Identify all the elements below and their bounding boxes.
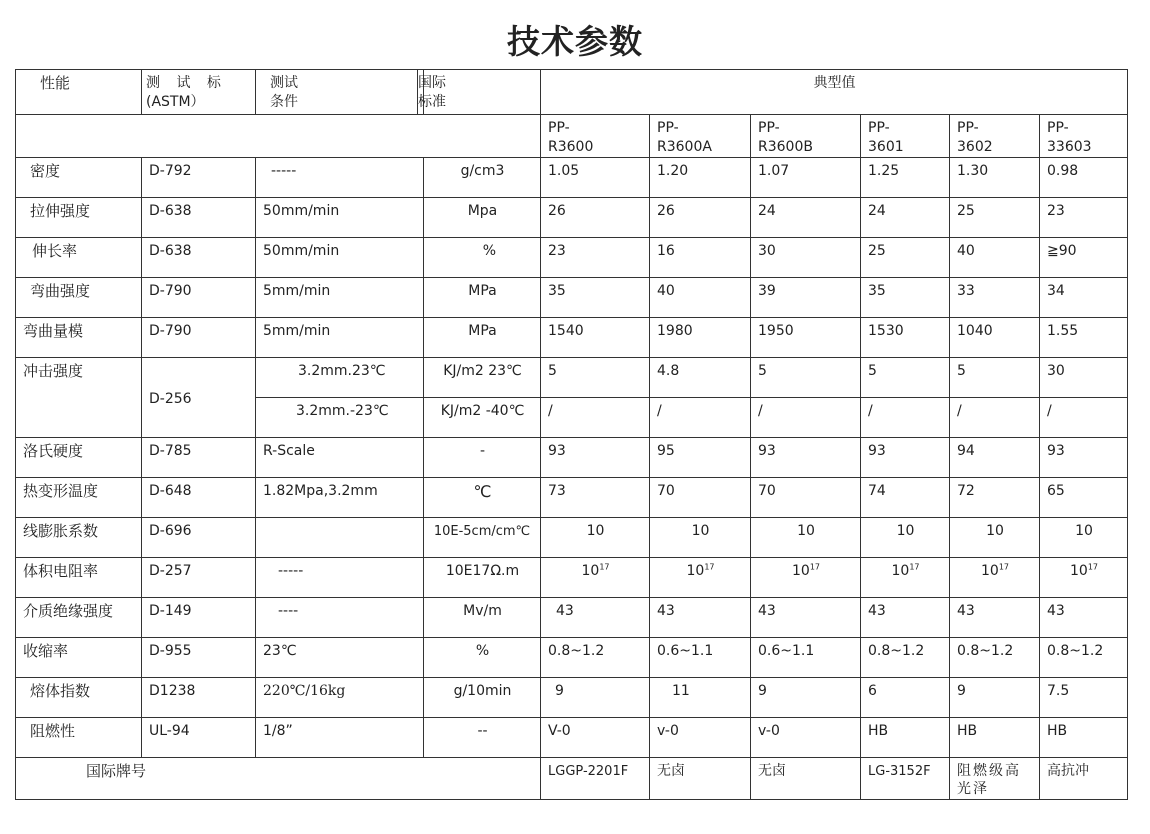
value-cell: 16 — [650, 238, 751, 278]
product-name: PP- R3600 — [541, 115, 650, 158]
value-cell: / — [950, 398, 1040, 438]
value-cell: $10^{17}$ — [1040, 558, 1128, 598]
value-cell: 10 — [861, 518, 950, 558]
property-label: 弯曲强度 — [16, 278, 142, 318]
value-cell: 30 — [1040, 358, 1128, 398]
value-cell: / — [650, 398, 751, 438]
unit: g/cm3 — [424, 158, 541, 198]
test-standard: D-792 — [142, 158, 256, 198]
value-cell: 24 — [751, 198, 861, 238]
unit: % — [424, 638, 541, 678]
test-standard: D-648 — [142, 478, 256, 518]
value-cell: 10 — [751, 518, 861, 558]
value-cell: v-0 — [751, 718, 861, 758]
value-cell: 10 — [950, 518, 1040, 558]
test-standard: D-785 — [142, 438, 256, 478]
header-intl-line2: 标准 — [418, 94, 446, 110]
header-typical-value: 典型值 — [541, 70, 1128, 115]
test-condition: 3.2mm.23℃ — [256, 358, 424, 398]
value-cell: 35 — [541, 278, 650, 318]
unit: KJ/m2 23℃ — [424, 358, 541, 398]
value-cell: $10^{17}$ — [541, 558, 650, 598]
value-cell: 33 — [950, 278, 1040, 318]
property-label: 熔体指数 — [16, 678, 142, 718]
test-condition: 1.82Mpa,3.2mm — [256, 478, 424, 518]
value-cell: $10^{17}$ — [950, 558, 1040, 598]
header-intl-line1: 国际 — [418, 75, 446, 91]
value-cell: 26 — [650, 198, 751, 238]
test-standard: D-790 — [142, 318, 256, 358]
test-standard: D-149 — [142, 598, 256, 638]
value-cell: / — [1040, 398, 1128, 438]
header-property: 性能 — [16, 70, 142, 115]
table-row — [16, 678, 1128, 718]
table-row — [16, 198, 1128, 238]
header-row — [16, 70, 1128, 115]
test-condition: 1/8” — [256, 718, 424, 758]
header-condition-line1: 测试 — [270, 75, 298, 91]
value-cell: 5 — [751, 358, 861, 398]
value-cell: 1980 — [650, 318, 751, 358]
value-cell: 0.6~1.1 — [751, 638, 861, 678]
value-cell: 73 — [541, 478, 650, 518]
unit: 10E-5cm/cm℃ — [424, 518, 541, 558]
table-row — [16, 598, 1128, 638]
unit: Mv/m — [424, 598, 541, 638]
value-cell: 10 — [1040, 518, 1128, 558]
value-cell: 1.55 — [1040, 318, 1128, 358]
value-cell: $10^{17}$ — [650, 558, 751, 598]
value-cell: 5 — [541, 358, 650, 398]
value-cell: 43 — [1040, 598, 1128, 638]
property-label: 介质绝缘强度 — [16, 598, 142, 638]
test-standard: D-790 — [142, 278, 256, 318]
test-standard: D-638 — [142, 238, 256, 278]
value-cell: HB — [861, 718, 950, 758]
value-cell: 34 — [1040, 278, 1128, 318]
value-cell: HB — [1040, 718, 1128, 758]
brand-cell: LGGP-2201F — [541, 758, 650, 800]
brand-cell: 阻燃级高光泽 — [950, 758, 1040, 800]
unit: -- — [424, 718, 541, 758]
value-cell: 1530 — [861, 318, 950, 358]
value-cell: 23 — [1040, 198, 1128, 238]
property-label: 线膨胀系数 — [16, 518, 142, 558]
brand-cell: LG-3152F — [861, 758, 950, 800]
unit: Mpa — [424, 198, 541, 238]
value-cell: 25 — [861, 238, 950, 278]
value-cell: 40 — [950, 238, 1040, 278]
value-cell: 39 — [751, 278, 861, 318]
brand-cell: 高抗冲 — [1040, 758, 1128, 800]
unit: KJ/m2 -40℃ — [424, 398, 541, 438]
value-cell: / — [751, 398, 861, 438]
value-cell: 65 — [1040, 478, 1128, 518]
test-standard: D-638 — [142, 198, 256, 238]
test-standard: D-696 — [142, 518, 256, 558]
product-name: PP- R3600B — [751, 115, 861, 158]
value-cell: / — [541, 398, 650, 438]
value-cell: 0.8~1.2 — [541, 638, 650, 678]
value-cell: 1.25 — [861, 158, 950, 198]
value-cell: 5 — [861, 358, 950, 398]
test-condition: 5mm/min — [256, 318, 424, 358]
test-condition: 50mm/min — [256, 238, 424, 278]
value-cell: V-0 — [541, 718, 650, 758]
unit: MPa — [424, 318, 541, 358]
brand-cell: 无卤 — [650, 758, 751, 800]
value-cell: 43 — [751, 598, 861, 638]
value-cell: 94 — [950, 438, 1040, 478]
value-cell: 4.8 — [650, 358, 751, 398]
header-intl-standard — [418, 70, 541, 115]
table-row — [16, 518, 1128, 558]
value-cell: 93 — [1040, 438, 1128, 478]
product-name: PP- 33603 — [1040, 115, 1128, 158]
product-row-blank — [16, 115, 541, 158]
value-cell: 1540 — [541, 318, 650, 358]
value-cell: 74 — [861, 478, 950, 518]
test-condition: 5mm/min — [256, 278, 424, 318]
value-cell: 93 — [861, 438, 950, 478]
property-label: 拉伸强度 — [16, 198, 142, 238]
table-row — [16, 278, 1128, 318]
unit: g/10min — [424, 678, 541, 718]
value-cell: $10^{17}$ — [861, 558, 950, 598]
value-cell: 1.07 — [751, 158, 861, 198]
value-cell: HB — [950, 718, 1040, 758]
table-row — [16, 438, 1128, 478]
unit: - — [424, 438, 541, 478]
value-cell: 23 — [541, 238, 650, 278]
property-label: 收缩率 — [16, 638, 142, 678]
test-condition: 220℃/16kg — [256, 678, 424, 718]
unit: ℃ — [424, 478, 541, 518]
header-test-standard-line2: (ASTM） — [146, 94, 205, 110]
value-cell: 43 — [541, 598, 650, 638]
test-condition — [256, 518, 424, 558]
value-cell: 0.98 — [1040, 158, 1128, 198]
value-cell: 9 — [950, 678, 1040, 718]
value-cell: 1040 — [950, 318, 1040, 358]
value-cell: $10^{17}$ — [751, 558, 861, 598]
spec-table — [15, 69, 1128, 800]
unit: % — [424, 238, 541, 278]
value-cell: 1.20 — [650, 158, 751, 198]
value-cell: v-0 — [650, 718, 751, 758]
test-condition: R-Scale — [256, 438, 424, 478]
test-condition: 50mm/min — [256, 198, 424, 238]
table-row — [16, 238, 1128, 278]
product-name: PP- 3602 — [950, 115, 1040, 158]
property-label: 伸长率 — [16, 238, 142, 278]
header-test-standard — [142, 70, 256, 115]
product-row — [16, 115, 1128, 158]
brand-cell: 无卤 — [751, 758, 861, 800]
value-cell: 35 — [861, 278, 950, 318]
brand-label: 国际牌号 — [16, 758, 541, 800]
table-row — [16, 558, 1128, 598]
value-cell: 7.5 — [1040, 678, 1128, 718]
property-label: 阻燃性 — [16, 718, 142, 758]
value-cell: 43 — [861, 598, 950, 638]
value-cell: 95 — [650, 438, 751, 478]
value-cell: 30 — [751, 238, 861, 278]
test-standard: D-257 — [142, 558, 256, 598]
value-cell: 72 — [950, 478, 1040, 518]
value-cell: 10 — [541, 518, 650, 558]
header-condition-line2: 条件 — [270, 94, 298, 110]
test-condition: 3.2mm.-23℃ — [256, 398, 424, 438]
value-cell: 1.05 — [541, 158, 650, 198]
property-label: 体积电阻率 — [16, 558, 142, 598]
test-standard: UL-94 — [142, 718, 256, 758]
value-cell: 9 — [541, 678, 650, 718]
unit: 10E17Ω.m — [424, 558, 541, 598]
table-row — [16, 718, 1128, 758]
value-cell: 24 — [861, 198, 950, 238]
table-row — [16, 158, 1128, 198]
value-cell: 5 — [950, 358, 1040, 398]
product-name: PP- R3600A — [650, 115, 751, 158]
value-cell: 70 — [751, 478, 861, 518]
table-row — [16, 318, 1128, 358]
value-cell: 1.30 — [950, 158, 1040, 198]
table-row — [16, 358, 1128, 398]
value-cell: ≧90 — [1040, 238, 1128, 278]
test-standard: D1238 — [142, 678, 256, 718]
test-condition: ----- — [256, 158, 424, 198]
test-condition: 23℃ — [256, 638, 424, 678]
value-cell: / — [861, 398, 950, 438]
page-title: 技术参数 — [507, 22, 643, 61]
value-cell: 70 — [650, 478, 751, 518]
value-cell: 9 — [751, 678, 861, 718]
value-cell: 93 — [541, 438, 650, 478]
property-label: 热变形温度 — [16, 478, 142, 518]
value-cell: 25 — [950, 198, 1040, 238]
value-cell: 0.8~1.2 — [950, 638, 1040, 678]
value-cell: 11 — [650, 678, 751, 718]
unit: MPa — [424, 278, 541, 318]
value-cell: 43 — [950, 598, 1040, 638]
value-cell: 10 — [650, 518, 751, 558]
value-cell: 43 — [650, 598, 751, 638]
property-label: 弯曲量模 — [16, 318, 142, 358]
test-standard: D-256 — [142, 358, 256, 438]
value-cell: 0.6~1.1 — [650, 638, 751, 678]
property-label: 洛氏硬度 — [16, 438, 142, 478]
table-row — [16, 478, 1128, 518]
value-cell: 26 — [541, 198, 650, 238]
value-cell: 1950 — [751, 318, 861, 358]
header-condition — [256, 70, 424, 115]
value-cell: 40 — [650, 278, 751, 318]
test-standard: D-955 — [142, 638, 256, 678]
test-condition: ---- — [256, 598, 424, 638]
property-label: 密度 — [16, 158, 142, 198]
value-cell: 6 — [861, 678, 950, 718]
value-cell: 0.8~1.2 — [1040, 638, 1128, 678]
brand-row — [16, 758, 1128, 800]
value-cell: 0.8~1.2 — [861, 638, 950, 678]
product-name: PP- 3601 — [861, 115, 950, 158]
header-test-standard-line1: 测 试 标 — [146, 75, 221, 91]
property-label: 冲击强度 — [16, 358, 142, 438]
value-cell: 93 — [751, 438, 861, 478]
table-row — [16, 638, 1128, 678]
test-condition: ----- — [256, 558, 424, 598]
